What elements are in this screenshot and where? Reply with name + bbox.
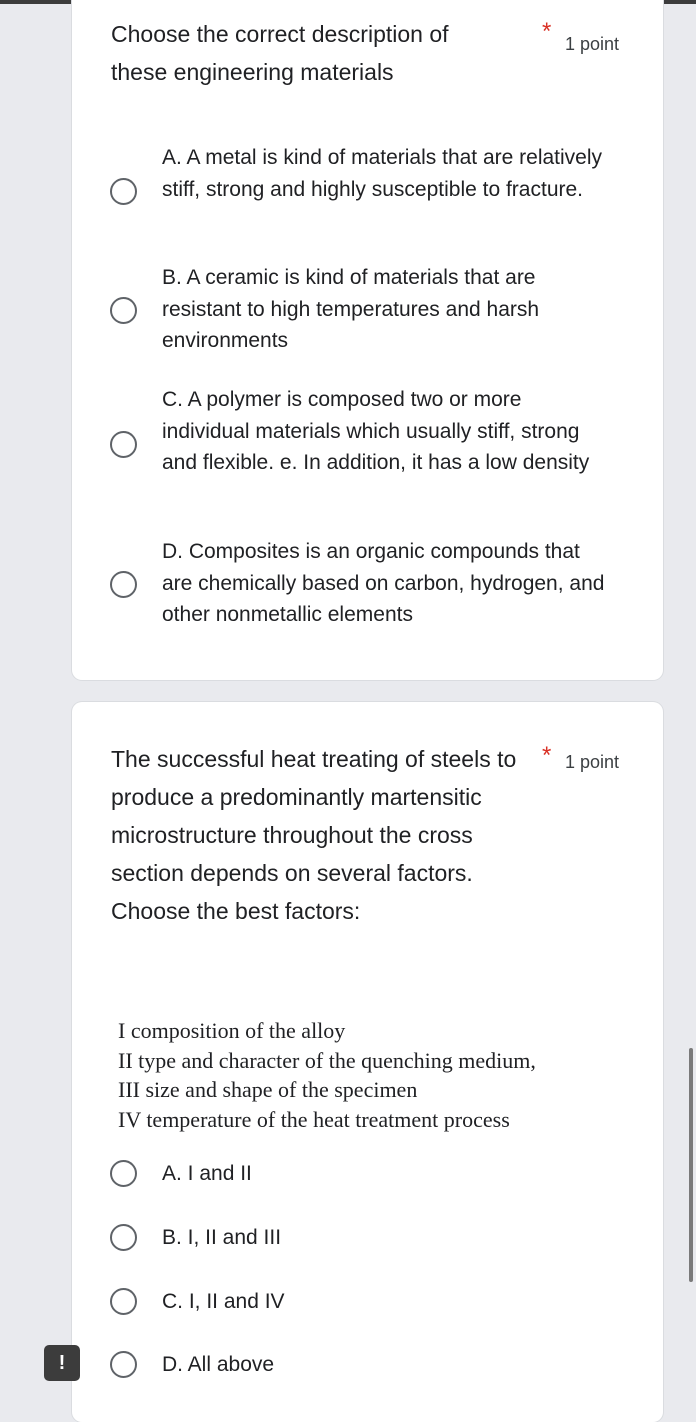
- factors-list: [118, 1016, 638, 1134]
- option-label: A. I and II: [162, 1162, 252, 1185]
- radio-button[interactable]: [110, 178, 137, 205]
- question-2-points: 1 point: [565, 752, 620, 772]
- factor-item: IV temperature of the heat treatment process: [118, 1106, 510, 1132]
- question-2-title: The successful heat treating of steels to produce a predominantly martensitic microstructure throughout the cross section depends on several factors. Choose the best factors:: [111, 746, 517, 924]
- question-1-title: Choose the correct description of these engineering materials: [111, 21, 449, 85]
- radio-button[interactable]: [110, 571, 137, 598]
- factor-item: I composition of the alloy: [118, 1018, 346, 1043]
- radio-button[interactable]: [110, 1224, 137, 1251]
- factor-item: III size and shape of the specimen: [118, 1077, 418, 1102]
- option-label: C. A polymer is composed two or more individual materials which usually stiff, strong and flexible. e. In addition, it has a low density: [162, 388, 590, 474]
- required-asterisk: *: [542, 18, 552, 45]
- radio-button[interactable]: [110, 431, 137, 458]
- option-label: B. A ceramic is kind of materials that are resistant to high temperatures and harsh environments: [162, 266, 540, 352]
- question-1-points: 1 point: [565, 34, 620, 54]
- option-label: A. A metal is kind of materials that are relatively stiff, strong and highly susceptible to fracture.: [162, 146, 603, 201]
- scrollbar[interactable]: [689, 1048, 693, 1282]
- option-label: D. All above: [162, 1353, 275, 1376]
- option-label: D. Composites is an organic compounds that are chemically based on carbon, hydrogen, and other nonmetallic elements: [162, 540, 605, 626]
- option-label: B. I, II and III: [162, 1226, 282, 1249]
- radio-button[interactable]: [110, 1160, 137, 1187]
- factor-item: II type and character of the quenching medium,: [118, 1047, 536, 1073]
- radio-button[interactable]: [110, 297, 137, 324]
- required-asterisk: *: [542, 742, 552, 769]
- report-icon[interactable]: !: [44, 1345, 80, 1381]
- question-card-1: [72, 0, 663, 680]
- question-card-2: [72, 702, 663, 1422]
- option-label: C. I, II and IV: [162, 1290, 285, 1313]
- radio-button[interactable]: [110, 1351, 137, 1378]
- radio-button[interactable]: [110, 1288, 137, 1315]
